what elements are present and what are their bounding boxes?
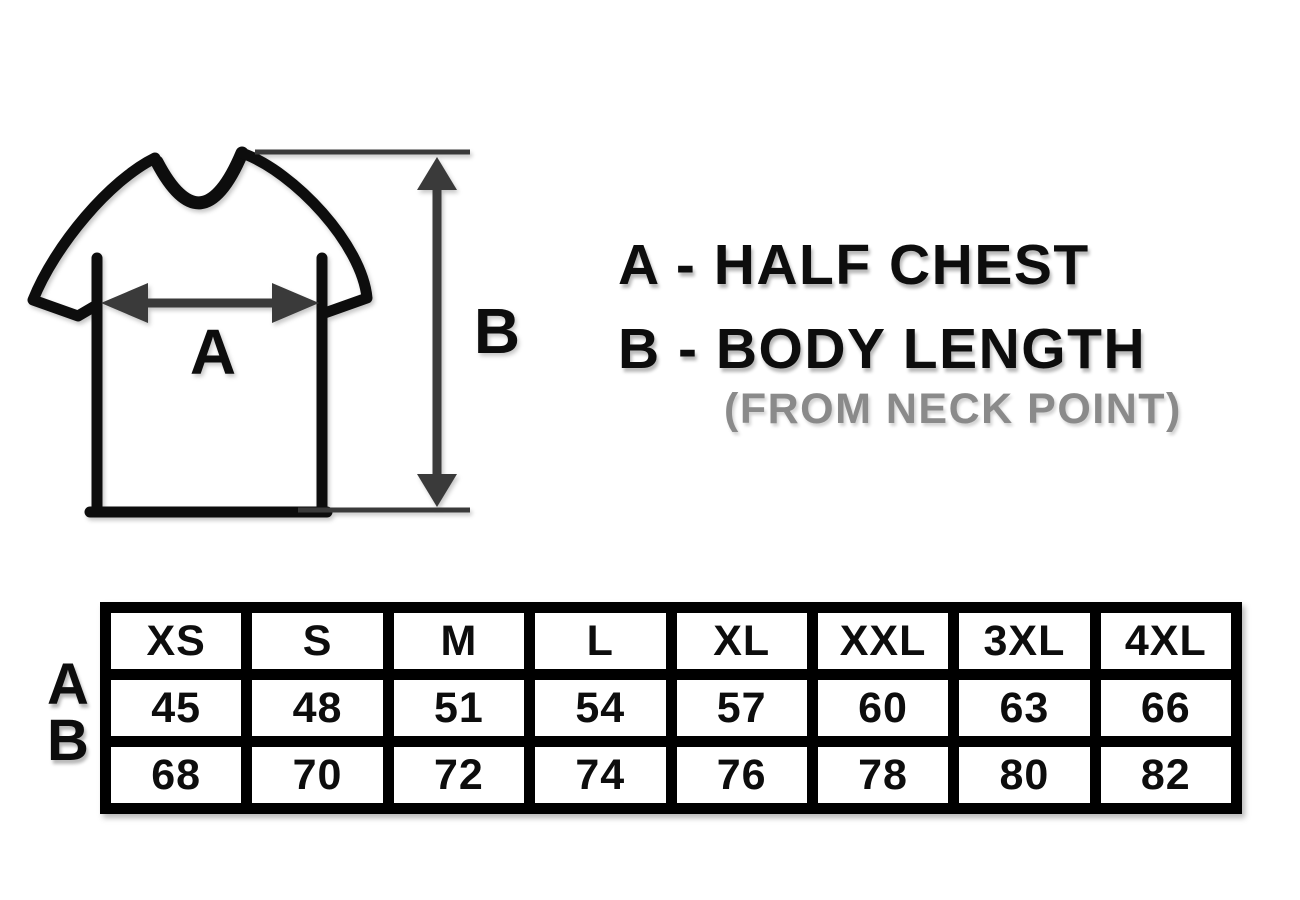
right-sleeve bbox=[242, 153, 367, 314]
body-length-value: 74 bbox=[530, 742, 671, 809]
size-table bbox=[100, 602, 1242, 814]
body-length-value: 72 bbox=[388, 742, 529, 809]
tshirt-diagram bbox=[10, 130, 540, 530]
body-length-value: 76 bbox=[671, 742, 812, 809]
legend-body-length: B - BODY LENGTH bbox=[618, 317, 1147, 381]
size-header-m: M bbox=[388, 608, 529, 675]
size-header-l: L bbox=[530, 608, 671, 675]
half-chest-value: 63 bbox=[954, 675, 1095, 742]
size-header-xs: XS bbox=[106, 608, 247, 675]
collar bbox=[157, 153, 242, 203]
half-chest-value: 48 bbox=[247, 675, 388, 742]
diagram-label-a: A bbox=[189, 316, 237, 388]
size-header-row bbox=[106, 608, 1237, 675]
size-header-4xl: 4XL bbox=[1095, 608, 1236, 675]
table-row-label-a: A bbox=[47, 652, 89, 717]
legend-note-from-neck-point: (FROM NECK POINT) bbox=[724, 385, 1182, 433]
body-length-value: 68 bbox=[106, 742, 247, 809]
half-chest-value: 57 bbox=[671, 675, 812, 742]
size-header-xl: XL bbox=[671, 608, 812, 675]
size-header-3xl: 3XL bbox=[954, 608, 1095, 675]
half-chest-value: 51 bbox=[388, 675, 529, 742]
body-length-row bbox=[106, 742, 1237, 809]
table-row-label-b: B bbox=[47, 708, 89, 773]
size-header-xxl: XXL bbox=[812, 608, 953, 675]
body-length-value: 82 bbox=[1095, 742, 1236, 809]
legend-half-chest: A - HALF CHEST bbox=[618, 233, 1090, 297]
body-length-value: 78 bbox=[812, 742, 953, 809]
half-chest-value: 45 bbox=[106, 675, 247, 742]
half-chest-value: 54 bbox=[530, 675, 671, 742]
half-chest-value: 60 bbox=[812, 675, 953, 742]
body-length-value: 80 bbox=[954, 742, 1095, 809]
measurement-marks bbox=[101, 152, 470, 510]
half-chest-value: 66 bbox=[1095, 675, 1236, 742]
length-arrow-icon bbox=[417, 157, 457, 507]
half-chest-row bbox=[106, 675, 1237, 742]
body-length-value: 70 bbox=[247, 742, 388, 809]
size-header-s: S bbox=[247, 608, 388, 675]
diagram-label-b: B bbox=[473, 295, 521, 367]
